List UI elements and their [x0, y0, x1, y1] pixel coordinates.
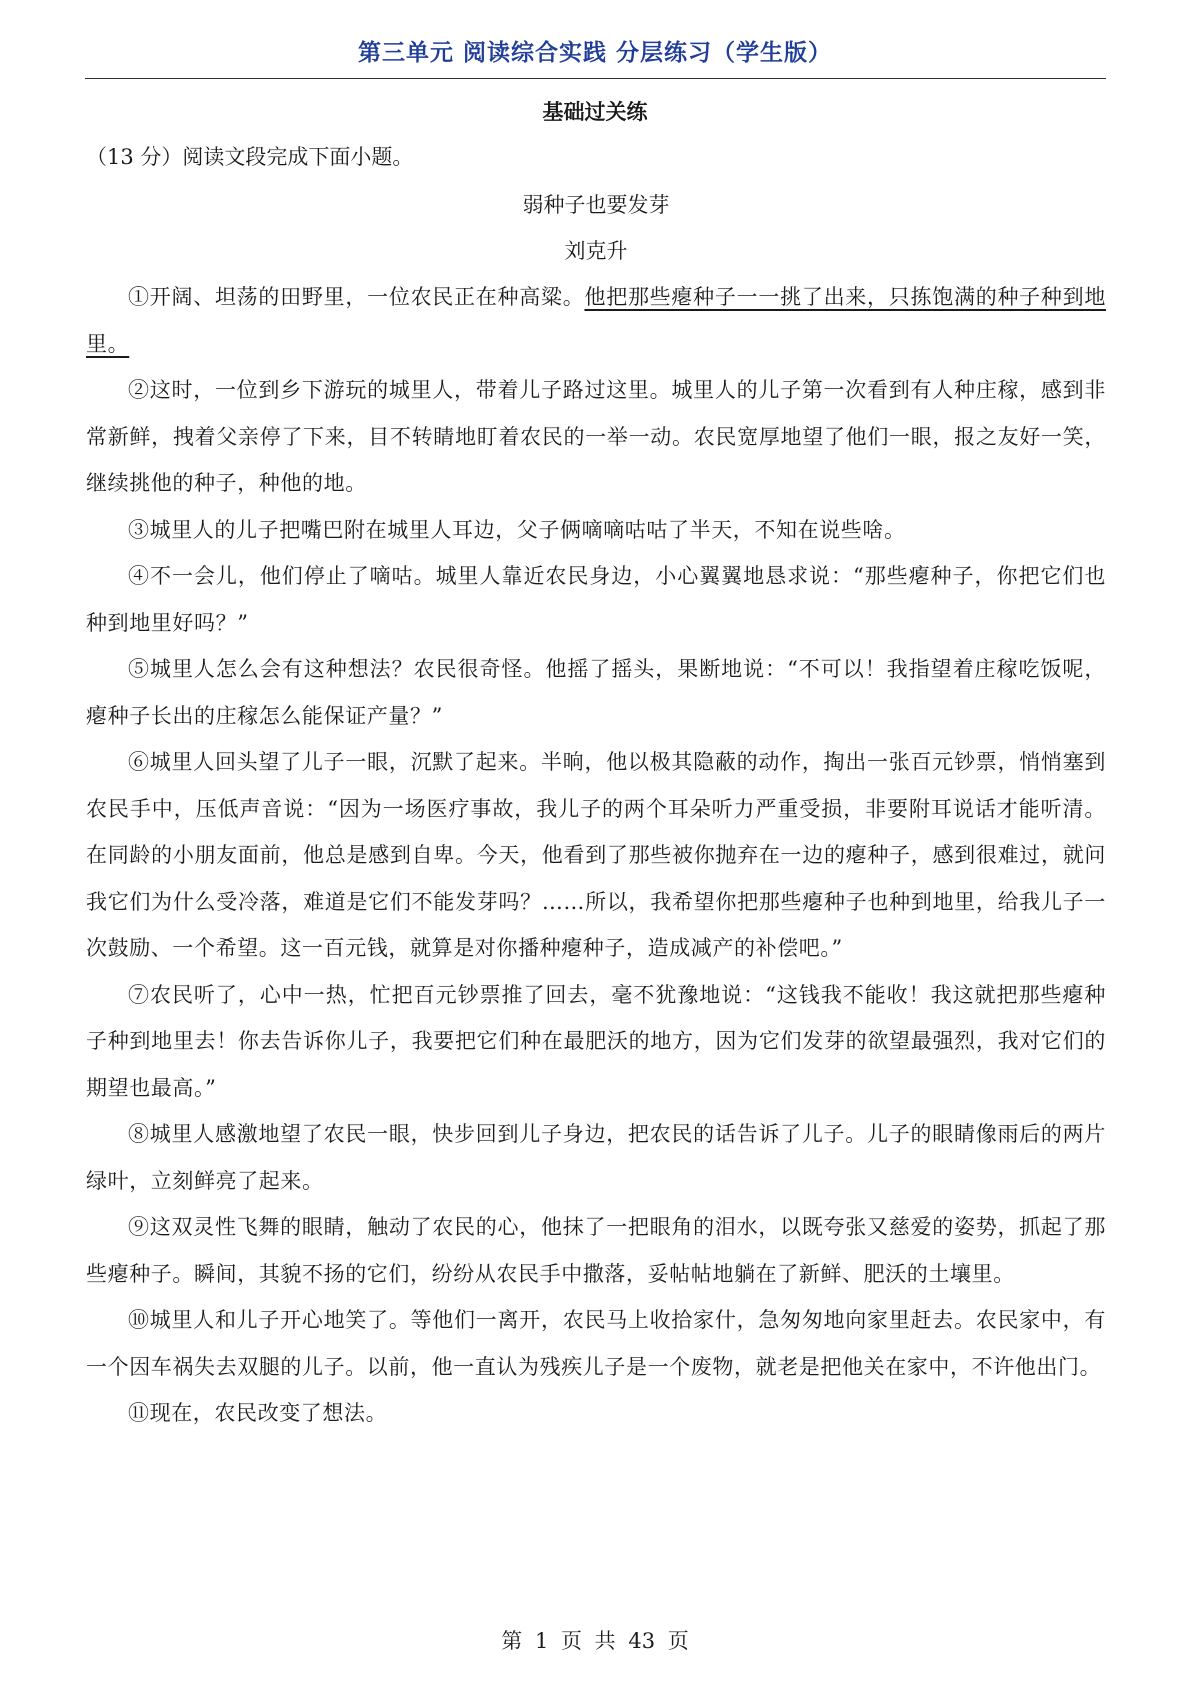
story-title: 弱种子也要发芽	[522, 193, 670, 217]
paragraph-9: ⑨这双灵性飞舞的眼睛，触动了农民的心，他抹了一把眼角的泪水，以既夸张又慈爱的姿势，抓起了那些瘪种子。瞬间，其貌不扬的它们，纷纷从农民手中撒落，妥帖帖地躺在了新鲜、肥沃的土壤里。	[86, 1215, 1106, 1286]
paragraph-11: ⑪现在，农民改变了想法。	[128, 1401, 388, 1425]
reading-passage	[86, 182, 1106, 1437]
page-header-title: 第三单元 阅读综合实践 分层练习（学生版）	[357, 40, 832, 66]
paragraph-8: ⑧城里人感激地望了农民一眼，快步回到儿子身边，把农民的话告诉了儿子。儿子的眼睛像雨后的两片绿叶，立刻鲜亮了起来。	[86, 1122, 1106, 1193]
paragraph-7: ⑦农民听了，心中一热，忙把百元钞票推了回去，毫不犹豫地说：“这钱我不能收！我这就把那些瘪种子种到地里去！你去告诉你儿子，我要把它们种在最肥沃的地方，因为它们发芽的欲望最强烈，我对它们的期望也最高。”	[86, 982, 1106, 1100]
paragraph-4: ④不一会儿，他们停止了嘀咕。城里人靠近农民身边，小心翼翼地恳求说：“那些瘪种子，你把它们也种到地里好吗？”	[86, 564, 1106, 635]
paragraph-2: ②这时，一位到乡下游玩的城里人，带着儿子路过这里。城里人的儿子第一次看到有人种庄稼，感到非常新鲜，拽着父亲停了下来，目不转睛地盯着农民的一举一动。农民宽厚地望了他们一眼，报之友好一笑，继续挑他的种子，种他的地。	[86, 378, 1106, 495]
paragraph-6: ⑥城里人回头望了儿子一眼，沉默了起来。半晌，他以极其隐蔽的动作，掏出一张百元钞票，悄悄塞到农民手中，压低声音说：“因为一场医疗事故，我儿子的两个耳朵听力严重受损，非要附耳说话才能听清。在同龄的小朋友面前，他总是感到自卑。今天，他看到了那些被你抛弃在一边的瘪种子，感到很难过，就问我它们为什么受冷落，难道是它们不能发芽吗？……所以，我希望你把那些瘪种子也种到地里，给我儿子一次鼓励、一个希望。这一百元钱，就算是对你播种瘪种子，造成减产的补偿吧。”	[86, 750, 1106, 960]
paragraph-1	[86, 274, 1106, 367]
underlined-sentence: 他把那些瘪种子一一挑了出来，只拣饱满的种子种到地里。	[86, 285, 1106, 356]
paragraph-3: ③城里人的儿子把嘴巴附在城里人耳边，父子俩嘀嘀咕咕了半天，不知在说些啥。	[128, 517, 906, 542]
page-footer: 第 1 页 共 43 页	[501, 1629, 689, 1653]
paragraph-1-text: ①开阔、坦荡的田野里，一位农民正在种高粱。	[128, 285, 585, 309]
paragraph-10: ⑩城里人和儿子开心地笑了。等他们一离开，农民马上收拾家什，急匆匆地向家里赶去。农民家中，有一个因车祸失去双腿的儿子。以前，他一直认为残疾儿子是一个废物，就老是把他关在家中，不许他出门。	[86, 1308, 1106, 1379]
question-instruction: （13 分）阅读文段完成下面小题。	[86, 145, 414, 169]
header-divider	[85, 78, 1106, 79]
story-author: 刘克升	[564, 239, 628, 263]
section-title: 基础过关练	[542, 100, 648, 124]
paragraph-5: ⑤城里人怎么会有这种想法？农民很奇怪。他摇了摇头，果断地说：“不可以！我指望着庄稼吃饭呢，瘪种子长出的庄稼怎么能保证产量？”	[86, 657, 1106, 728]
